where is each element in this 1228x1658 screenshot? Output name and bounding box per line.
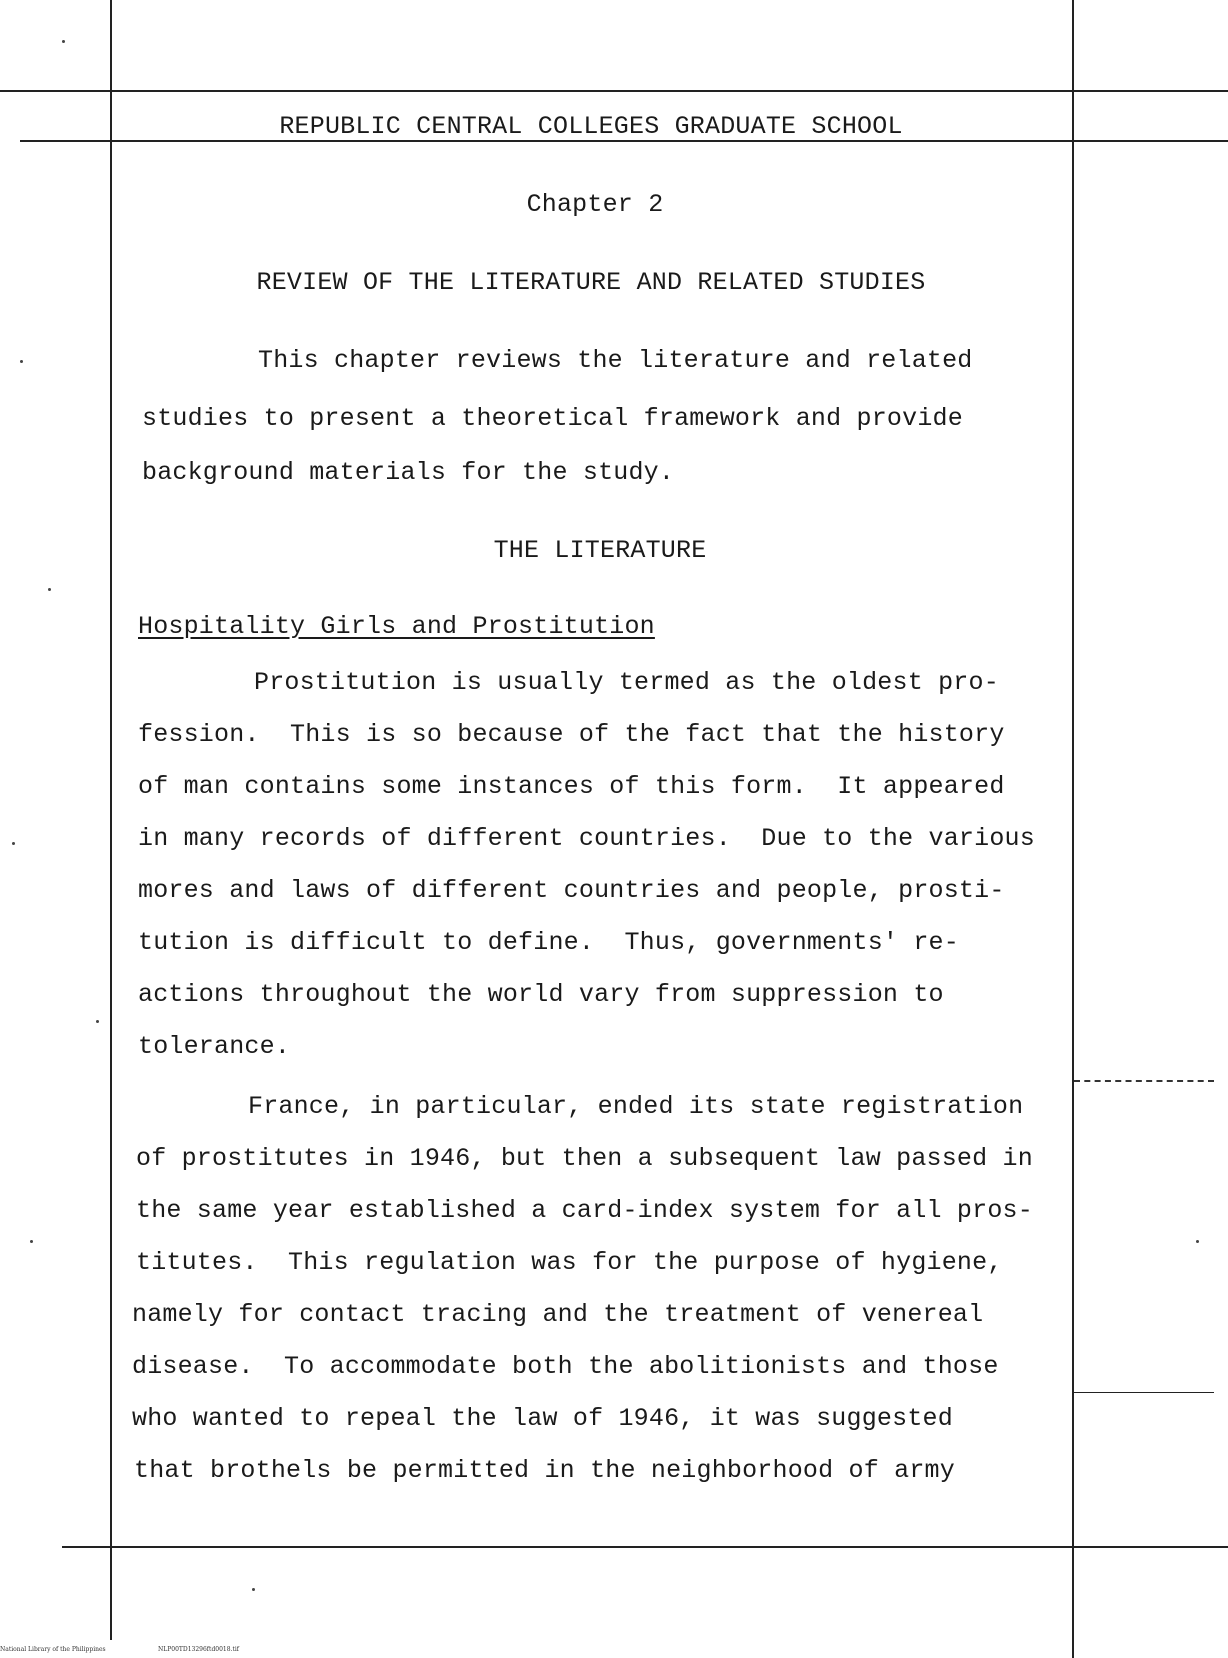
footer-library: National Library of the Philippines	[0, 1646, 106, 1653]
right-tick-1	[1074, 1080, 1214, 1082]
scan-speck	[12, 842, 15, 845]
paragraph1-line: tolerance.	[138, 1032, 291, 1061]
paragraph2-line: the same year established a card-index system for all pros-	[136, 1196, 1033, 1225]
intro-line: This chapter reviews the literature and related	[258, 346, 973, 375]
paragraph1-line: of man contains some instances of this form. It appeared	[138, 772, 1005, 801]
footer-file-id: NLP00TD13296ftd0018.tif	[158, 1646, 240, 1653]
right-tick-2	[1074, 1392, 1214, 1393]
intro-line: studies to present a theoretical framework and provide	[142, 404, 963, 433]
chapter-title: REVIEW OF THE LITERATURE AND RELATED STUDIES	[256, 268, 926, 297]
paragraph2-line: France, in particular, ended its state registration	[248, 1092, 1024, 1121]
left-margin-rule	[110, 0, 112, 1640]
section-heading: THE LITERATURE	[493, 536, 707, 565]
scan-speck	[1196, 1240, 1199, 1243]
paragraph1-line: fession. This is so because of the fact that the history	[138, 720, 1005, 749]
paragraph2-line: that brothels be permitted in the neighborhood of army	[134, 1456, 955, 1485]
paragraph1-line: mores and laws of different countries and people, prosti-	[138, 876, 1005, 905]
paragraph2-line: titutes. This regulation was for the purpose of hygiene,	[136, 1248, 1003, 1277]
scan-speck	[48, 588, 51, 591]
scan-speck	[62, 40, 65, 43]
paragraph1-line: tution is difficult to define. Thus, governments' re-	[138, 928, 959, 957]
scan-speck	[96, 1020, 99, 1023]
scan-speck	[252, 1588, 255, 1591]
paragraph1-line: Prostitution is usually termed as the oldest pro-	[254, 668, 999, 697]
subsection-heading: Hospitality Girls and Prostitution	[138, 612, 655, 641]
chapter-number: Chapter 2	[526, 190, 664, 219]
top-rule-1	[0, 90, 1228, 92]
paragraph2-line: namely for contact tracing and the treatment of venereal	[132, 1300, 984, 1329]
paragraph2-line: disease. To accommodate both the abolitionists and those	[132, 1352, 999, 1381]
paragraph1-line: in many records of different countries. Due to the various	[138, 824, 1035, 853]
paragraph1-line: actions throughout the world vary from suppression to	[138, 980, 944, 1009]
institution-header: REPUBLIC CENTRAL COLLEGES GRADUATE SCHOOL	[279, 112, 903, 141]
right-margin-rule	[1072, 0, 1074, 1658]
paragraph2-line: of prostitutes in 1946, but then a subsequent law passed in	[136, 1144, 1033, 1173]
paragraph2-line: who wanted to repeal the law of 1946, it was suggested	[132, 1404, 953, 1433]
intro-line: background materials for the study.	[142, 458, 675, 487]
scan-speck	[20, 360, 23, 363]
scan-speck	[30, 1240, 33, 1243]
bottom-rule	[62, 1546, 1228, 1548]
